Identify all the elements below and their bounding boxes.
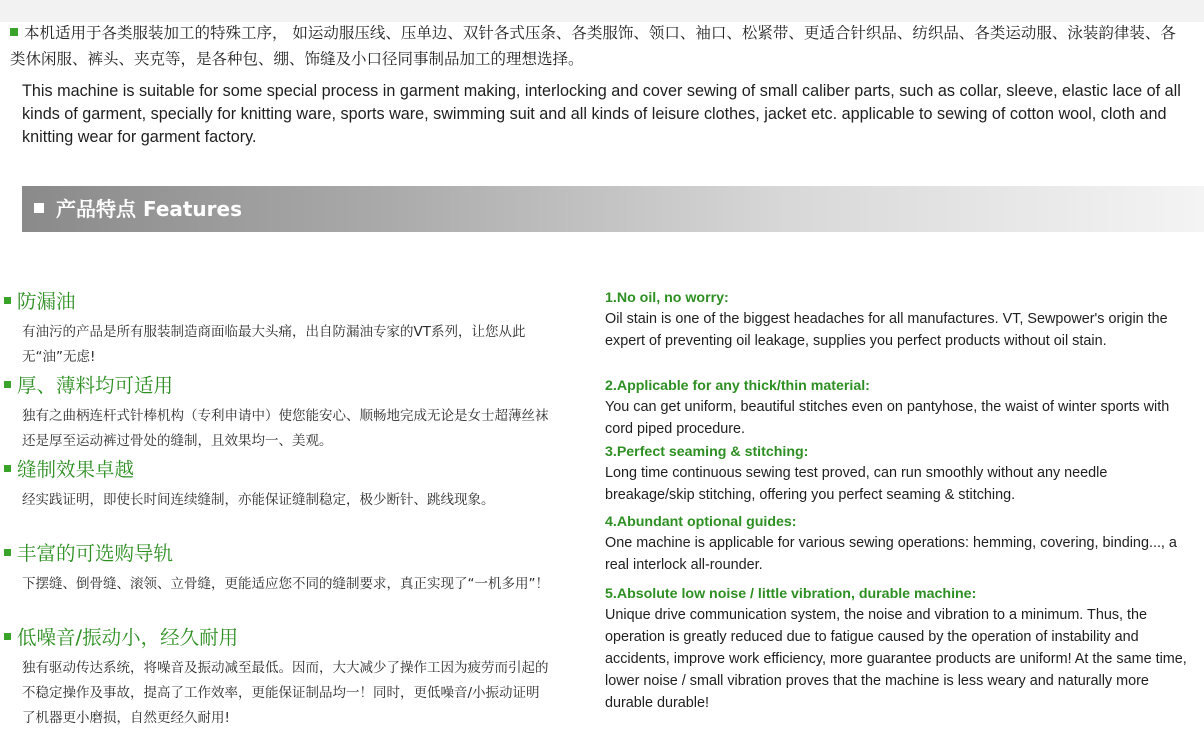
feature-zh-text: 有油污的产品是所有服装制造商面临最大头痛，出自防漏油专家的VT系列，让您从此无“油”无虑! — [22, 324, 526, 365]
feature-zh-title — [4, 540, 173, 568]
green-square-bullet-icon — [10, 28, 18, 36]
banner-title-text: 产品特点 Features — [56, 197, 243, 221]
feature-zh-title-text: 丰富的可选购导轨 — [17, 542, 174, 565]
green-square-bullet-icon — [4, 633, 11, 640]
feature-zh-title — [4, 624, 238, 652]
feature-en-text: Oil stain is one of the biggest headaches for all manufactures. VT, Sewpower's origin the expert of preventing oil leakage, supplies you perfect products without oil stain. — [605, 311, 1168, 349]
green-square-bullet-icon — [4, 297, 11, 304]
feature-zh-title-text: 防漏油 — [17, 290, 76, 313]
features-banner — [22, 186, 1204, 232]
feature-en-title: 1.No oil, no worry: — [605, 290, 729, 306]
feature-zh-title-text: 低噪音/振动小，经久耐用 — [17, 626, 239, 649]
feature-en-item — [605, 584, 1190, 714]
feature-zh-title-text: 厚、薄料均可适用 — [17, 374, 174, 397]
feature-en-title: 4.Abundant optional guides: — [605, 514, 797, 530]
feature-en-title: 2.Applicable for any thick/thin material: — [605, 378, 870, 394]
feature-en-text: Long time continuous sewing test proved, can run smoothly without any needle breakage/skip stitching, offering you perfect seaming & stitching. — [605, 465, 1108, 503]
feature-zh-title — [4, 456, 134, 484]
feature-zh-title — [4, 288, 76, 316]
white-square-bullet-icon — [34, 203, 44, 213]
feature-zh-text: 独有之曲柄连杆式针棒机构（专利申请中）使您能安心、顺畅地完成无论是女士超薄丝袜还是厚至运动裤过骨处的缝制，且效果均一、美观。 — [22, 408, 549, 449]
feature-zh-text: 经实践证明，即使长时间连续缝制，亦能保证缝制稳定，极少断针、跳线现象。 — [22, 492, 495, 508]
feature-en-text: Unique drive communication system, the noise and vibration to a minimum. Thus, the operation is greatly reduced due to fatigue caused by the operation of instability and accidents, improve work efficiency, more guarantee products are uniform! At the same time, lower noise / small vibration proves that the machine is less weary and naturally more durable durable! — [605, 607, 1187, 711]
feature-en-text: One machine is applicable for various sewing operations: hemming, covering, binding..., a real interlock all-rounder. — [605, 535, 1177, 573]
green-square-bullet-icon — [4, 549, 11, 556]
green-square-bullet-icon — [4, 381, 11, 388]
feature-en-item — [605, 288, 1190, 352]
feature-en-item — [605, 442, 1190, 506]
features-banner-title — [34, 186, 242, 232]
feature-zh-text: 下摆缝、倒骨缝、滚领、立骨缝，更能适应您不同的缝制要求，真正实现了“一机多用”！ — [22, 576, 549, 592]
top-strip — [0, 0, 1204, 22]
intro-chinese-text: 本机适用于各类服装加工的特殊工序， 如运动服压线、压单边、双针各式压条、各类服饰、领口、袖口、松紧带、更适合针织品、纺织品、各类运动服、泳装韵律装、各类休闲服、裤头、夹克等，是各种包、绷、饰缝及小口径同事制品加工的理想选择。 — [10, 24, 1176, 68]
intro-chinese — [10, 20, 1190, 72]
feature-en-title: 3.Perfect seaming & stitching: — [605, 444, 809, 460]
feature-en-text: You can get uniform, beautiful stitches even on pantyhose, the waist of winter sports with cord piped procedure. — [605, 399, 1170, 437]
feature-en-title: 5.Absolute low noise / little vibration, durable machine: — [605, 586, 977, 602]
feature-en-item — [605, 376, 1190, 440]
feature-zh-title-text: 缝制效果卓越 — [17, 458, 135, 481]
intro-english: This machine is suitable for some special process in garment making, interlocking and cover sewing of small caliber parts, such as collar, sleeve, elastic lace of all kinds of garment, specially for knitting ware, sports ware, swimming suit and all kinds of leisure clothes, jacket etc. applicable to sewing of cotton wool, cloth and knitting wear for garment factory. — [22, 82, 1181, 146]
feature-zh-text: 独有驱动传达系统，将噪音及振动减至最低。因而，大大减少了操作工因为疲劳而引起的不稳定操作及事故，提高了工作效率，更能保证制品均一！同时，更低噪音/小振动证明了机器更小磨损，自然更经久耐用! — [22, 660, 549, 726]
feature-zh-title — [4, 372, 173, 400]
green-square-bullet-icon — [4, 465, 11, 472]
feature-en-item — [605, 512, 1190, 576]
